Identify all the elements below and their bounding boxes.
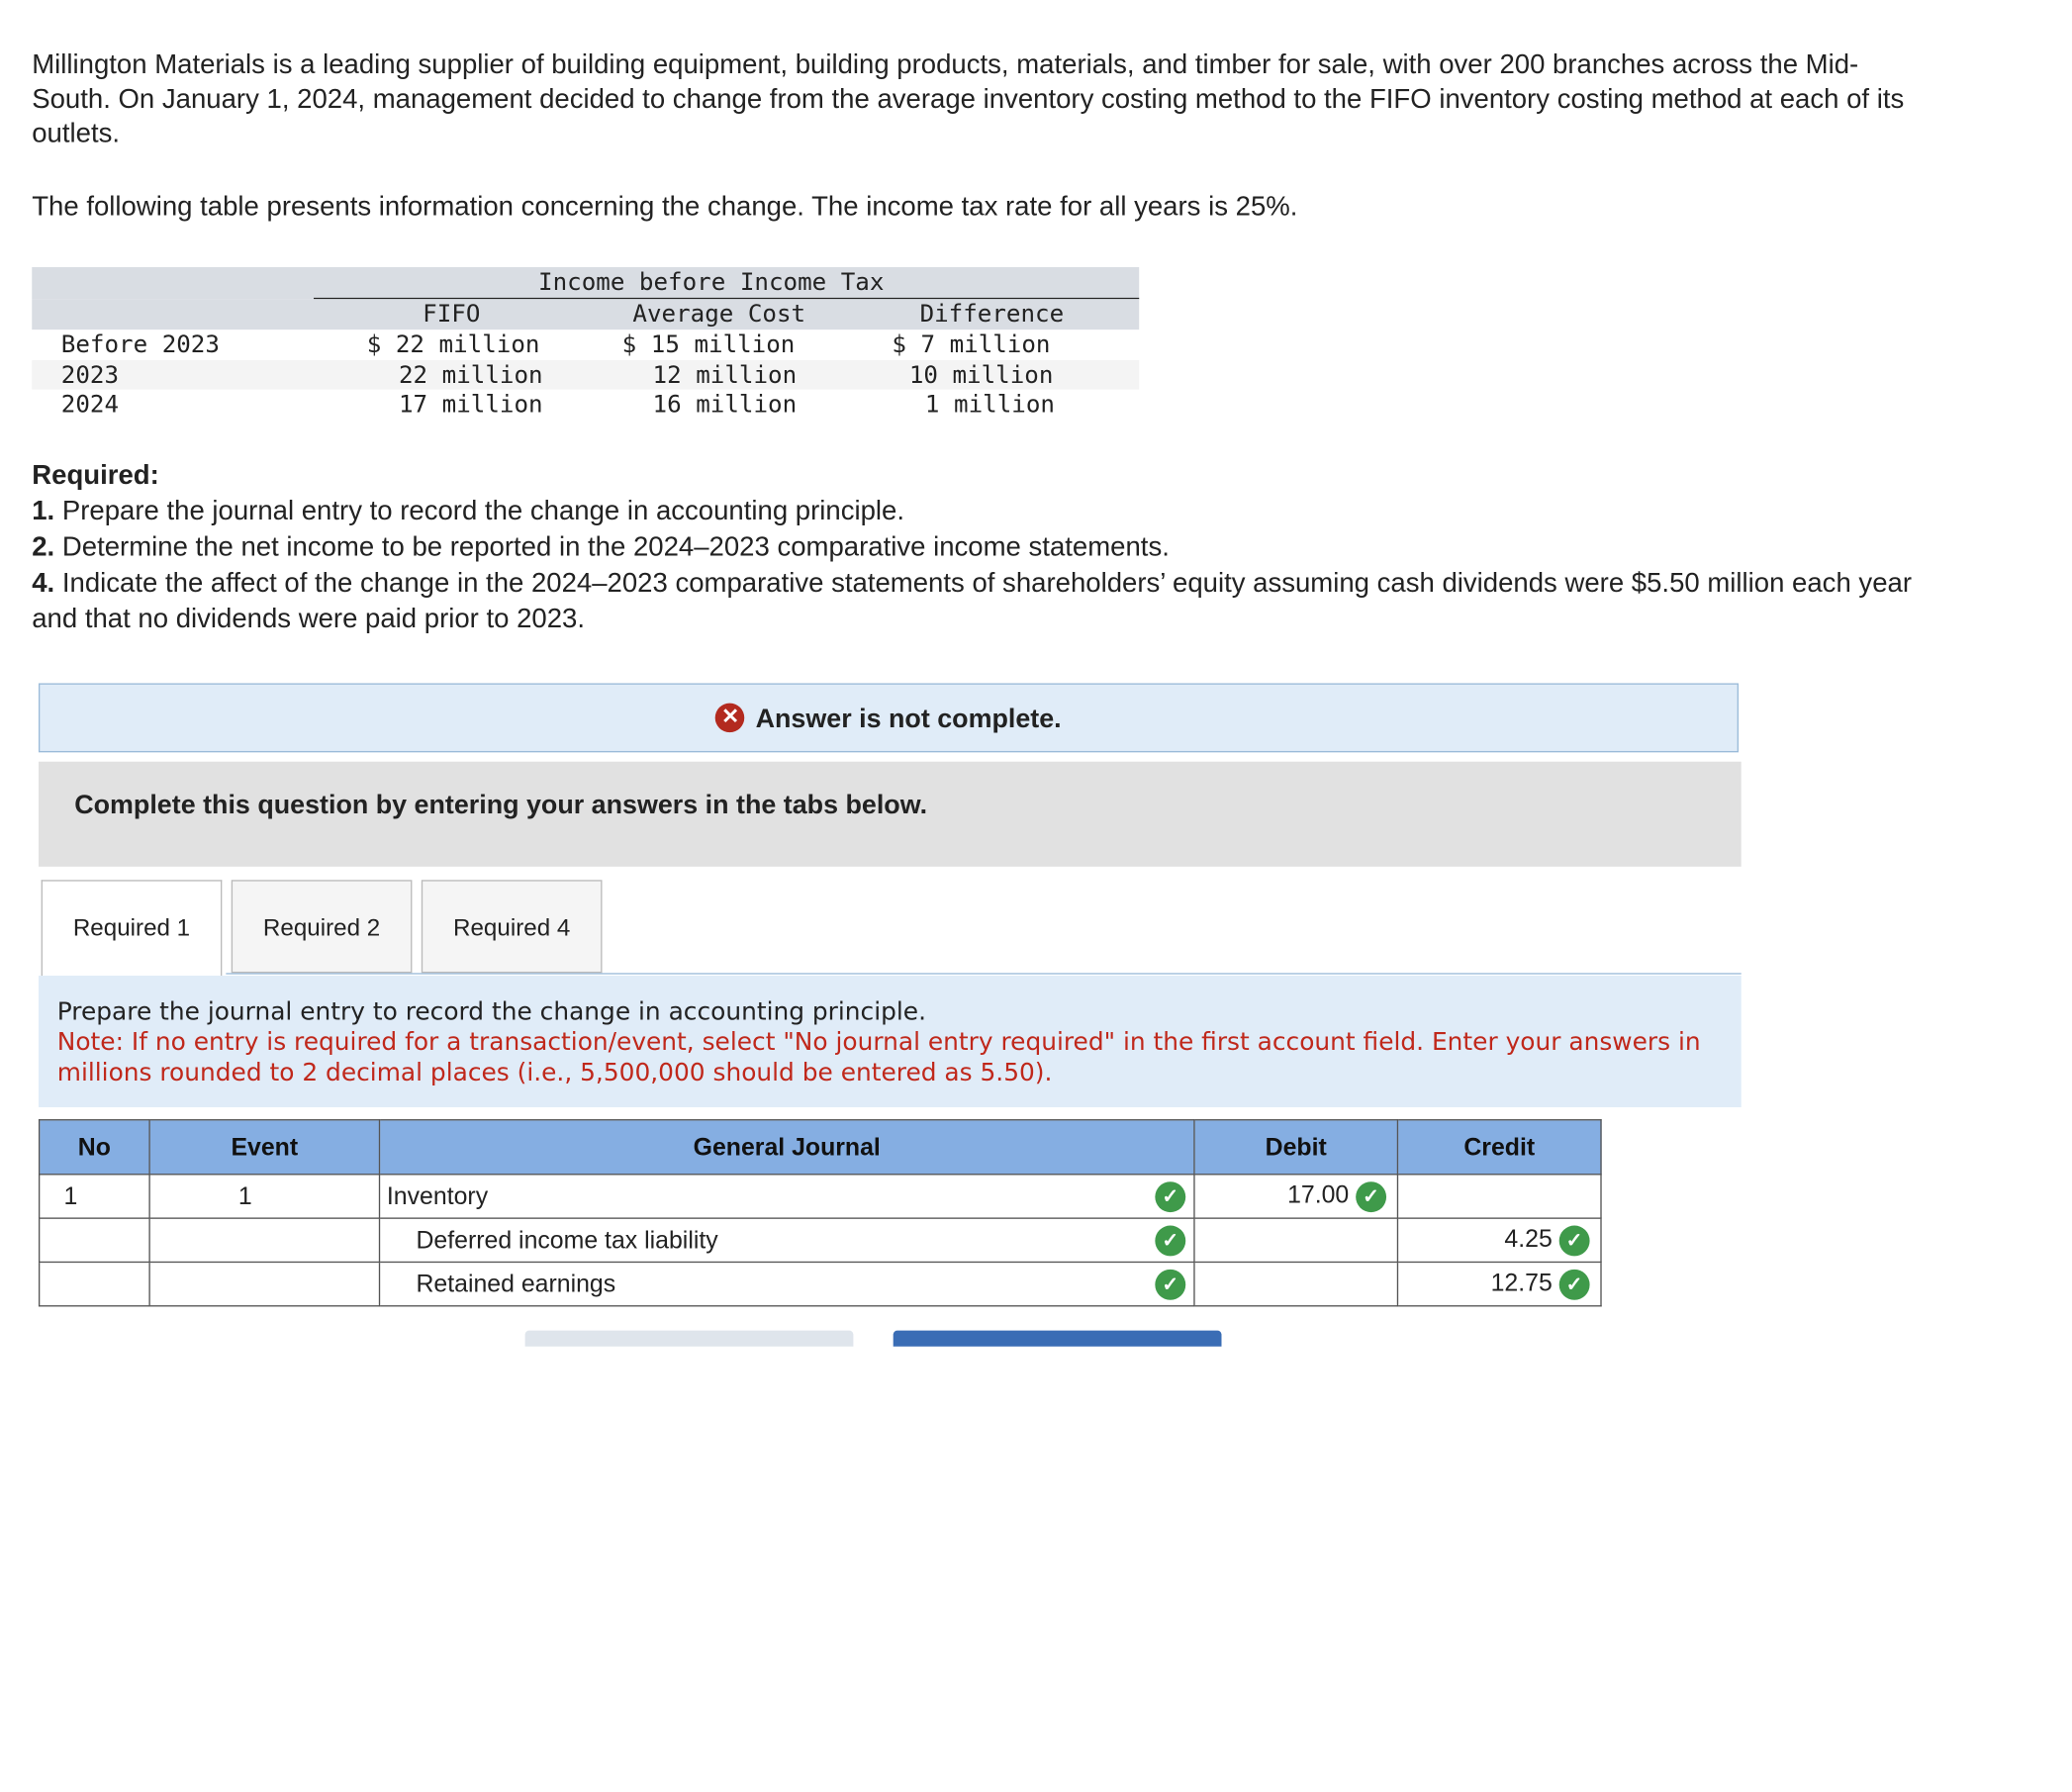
tab-required-1[interactable]: Required 1 <box>42 880 223 977</box>
income-table <box>32 267 1139 420</box>
col-header-credit: Credit <box>1397 1120 1601 1175</box>
check-icon: ✓ <box>1356 1181 1386 1212</box>
required-heading: Required: <box>32 459 159 491</box>
account-name: Inventory <box>386 1181 489 1210</box>
check-icon: ✓ <box>1155 1181 1185 1212</box>
col-header-event: Event <box>149 1120 379 1175</box>
instruction-main: Prepare the journal entry to record the change in accounting principle. <box>56 997 926 1027</box>
table-row <box>32 390 1139 420</box>
entry-no: 1 <box>40 1175 149 1218</box>
entry-no <box>40 1218 149 1262</box>
instruction-note: Note: If no entry is required for a transaction/event, select "No journal entry required" in the first account field. Enter your answers in millions rounded to 2 decimal places (i.e., 5,500,000 should be entered as 5.50). <box>56 1028 1701 1087</box>
col-header-debit: Debit <box>1194 1120 1398 1175</box>
diff-value: 1 million <box>924 390 1055 420</box>
group-header-label: Income before Income Tax <box>538 268 885 297</box>
entry-event <box>149 1218 379 1262</box>
check-icon: ✓ <box>1155 1270 1185 1300</box>
avg-value: 16 million <box>652 390 798 420</box>
col-header-no: No <box>40 1120 149 1175</box>
secondary-button[interactable] <box>525 1331 854 1347</box>
table-row <box>32 359 1139 389</box>
answer-status-banner <box>39 683 1739 752</box>
row-label: Before 2023 <box>60 330 220 359</box>
check-icon: ✓ <box>1559 1225 1590 1256</box>
credit-field[interactable] <box>1397 1218 1601 1262</box>
account-field[interactable] <box>380 1218 1194 1262</box>
required-section <box>32 457 1919 636</box>
required-item-1: 1. Prepare the journal entry to record the change in accounting principle. <box>32 496 905 526</box>
complete-instructions: Complete this question by entering your answers in the tabs below. <box>39 762 1742 867</box>
credit-field[interactable] <box>1397 1262 1601 1305</box>
intro-text: Millington Materials is a leading supplier of building equipment, building products, materials, and timber for sale, with over 200 branches across the Mid-South. On January 1, 2024, management decided to change from the average inventory costing method to the FIFO inventory costing method at each of its outlets. <box>32 48 1905 149</box>
col-header-average-cost: Average Cost <box>632 300 806 329</box>
table-intro-text: The following table presents information concerning the change. The income tax rate for all years is 25%. <box>32 191 1298 223</box>
account-field[interactable] <box>380 1262 1194 1305</box>
fifo-value: $ 22 million <box>366 330 540 359</box>
account-name: Retained earnings <box>416 1269 616 1298</box>
table-row <box>32 330 1139 359</box>
table-row <box>40 1218 1601 1262</box>
check-icon: ✓ <box>1559 1270 1590 1300</box>
col-header-difference: Difference <box>919 300 1065 329</box>
answer-status-text: Answer is not complete. <box>755 704 1062 734</box>
entry-event <box>149 1262 379 1305</box>
table-row <box>40 1175 1601 1218</box>
fifo-value: 17 million <box>398 390 543 420</box>
journal-header-row <box>40 1120 1601 1175</box>
debit-field[interactable] <box>1194 1218 1398 1262</box>
avg-value: $ 15 million <box>621 330 796 359</box>
tab-instructions <box>39 976 1742 1107</box>
col-header-general-journal: General Journal <box>380 1120 1194 1175</box>
credit-field[interactable] <box>1397 1175 1601 1218</box>
row-label: 2024 <box>60 390 120 420</box>
x-circle-icon: ✕ <box>715 703 745 732</box>
table-row <box>40 1262 1601 1305</box>
journal-table <box>39 1119 1602 1306</box>
debit-value: 17.00 <box>1287 1180 1350 1209</box>
avg-value: 12 million <box>652 360 798 389</box>
primary-button[interactable] <box>894 1331 1222 1347</box>
tab-required-4[interactable]: Required 4 <box>422 880 603 973</box>
diff-value: 10 million <box>908 360 1054 389</box>
tab-required-2[interactable]: Required 2 <box>232 880 413 973</box>
required-item-4: 4. Indicate the affect of the change in the 2024–2023 comparative statements of shareholders’ equity assuming cash dividends were $5.50 million each year and that no dividends were paid prior to 2023. <box>32 567 1913 634</box>
fifo-value: 22 million <box>398 360 543 389</box>
credit-value: 4.25 <box>1504 1224 1553 1253</box>
debit-field[interactable] <box>1194 1175 1398 1218</box>
income-table-group-header <box>32 267 1139 299</box>
required-item-2: 2. Determine the net income to be reported in the 2024–2023 comparative income statements. <box>32 531 1170 563</box>
debit-field[interactable] <box>1194 1262 1398 1305</box>
col-header-fifo: FIFO <box>423 300 481 329</box>
credit-value: 12.75 <box>1490 1268 1553 1296</box>
check-icon: ✓ <box>1155 1226 1185 1257</box>
row-label: 2023 <box>60 360 120 389</box>
diff-value: $ 7 million <box>892 330 1051 359</box>
tab-divider <box>226 973 1741 974</box>
entry-no <box>40 1262 149 1305</box>
account-field[interactable] <box>380 1175 1194 1218</box>
income-table-column-headers <box>32 299 1139 330</box>
account-name: Deferred income tax liability <box>416 1225 718 1254</box>
intro-paragraph <box>32 47 1919 151</box>
entry-event: 1 <box>149 1175 379 1218</box>
